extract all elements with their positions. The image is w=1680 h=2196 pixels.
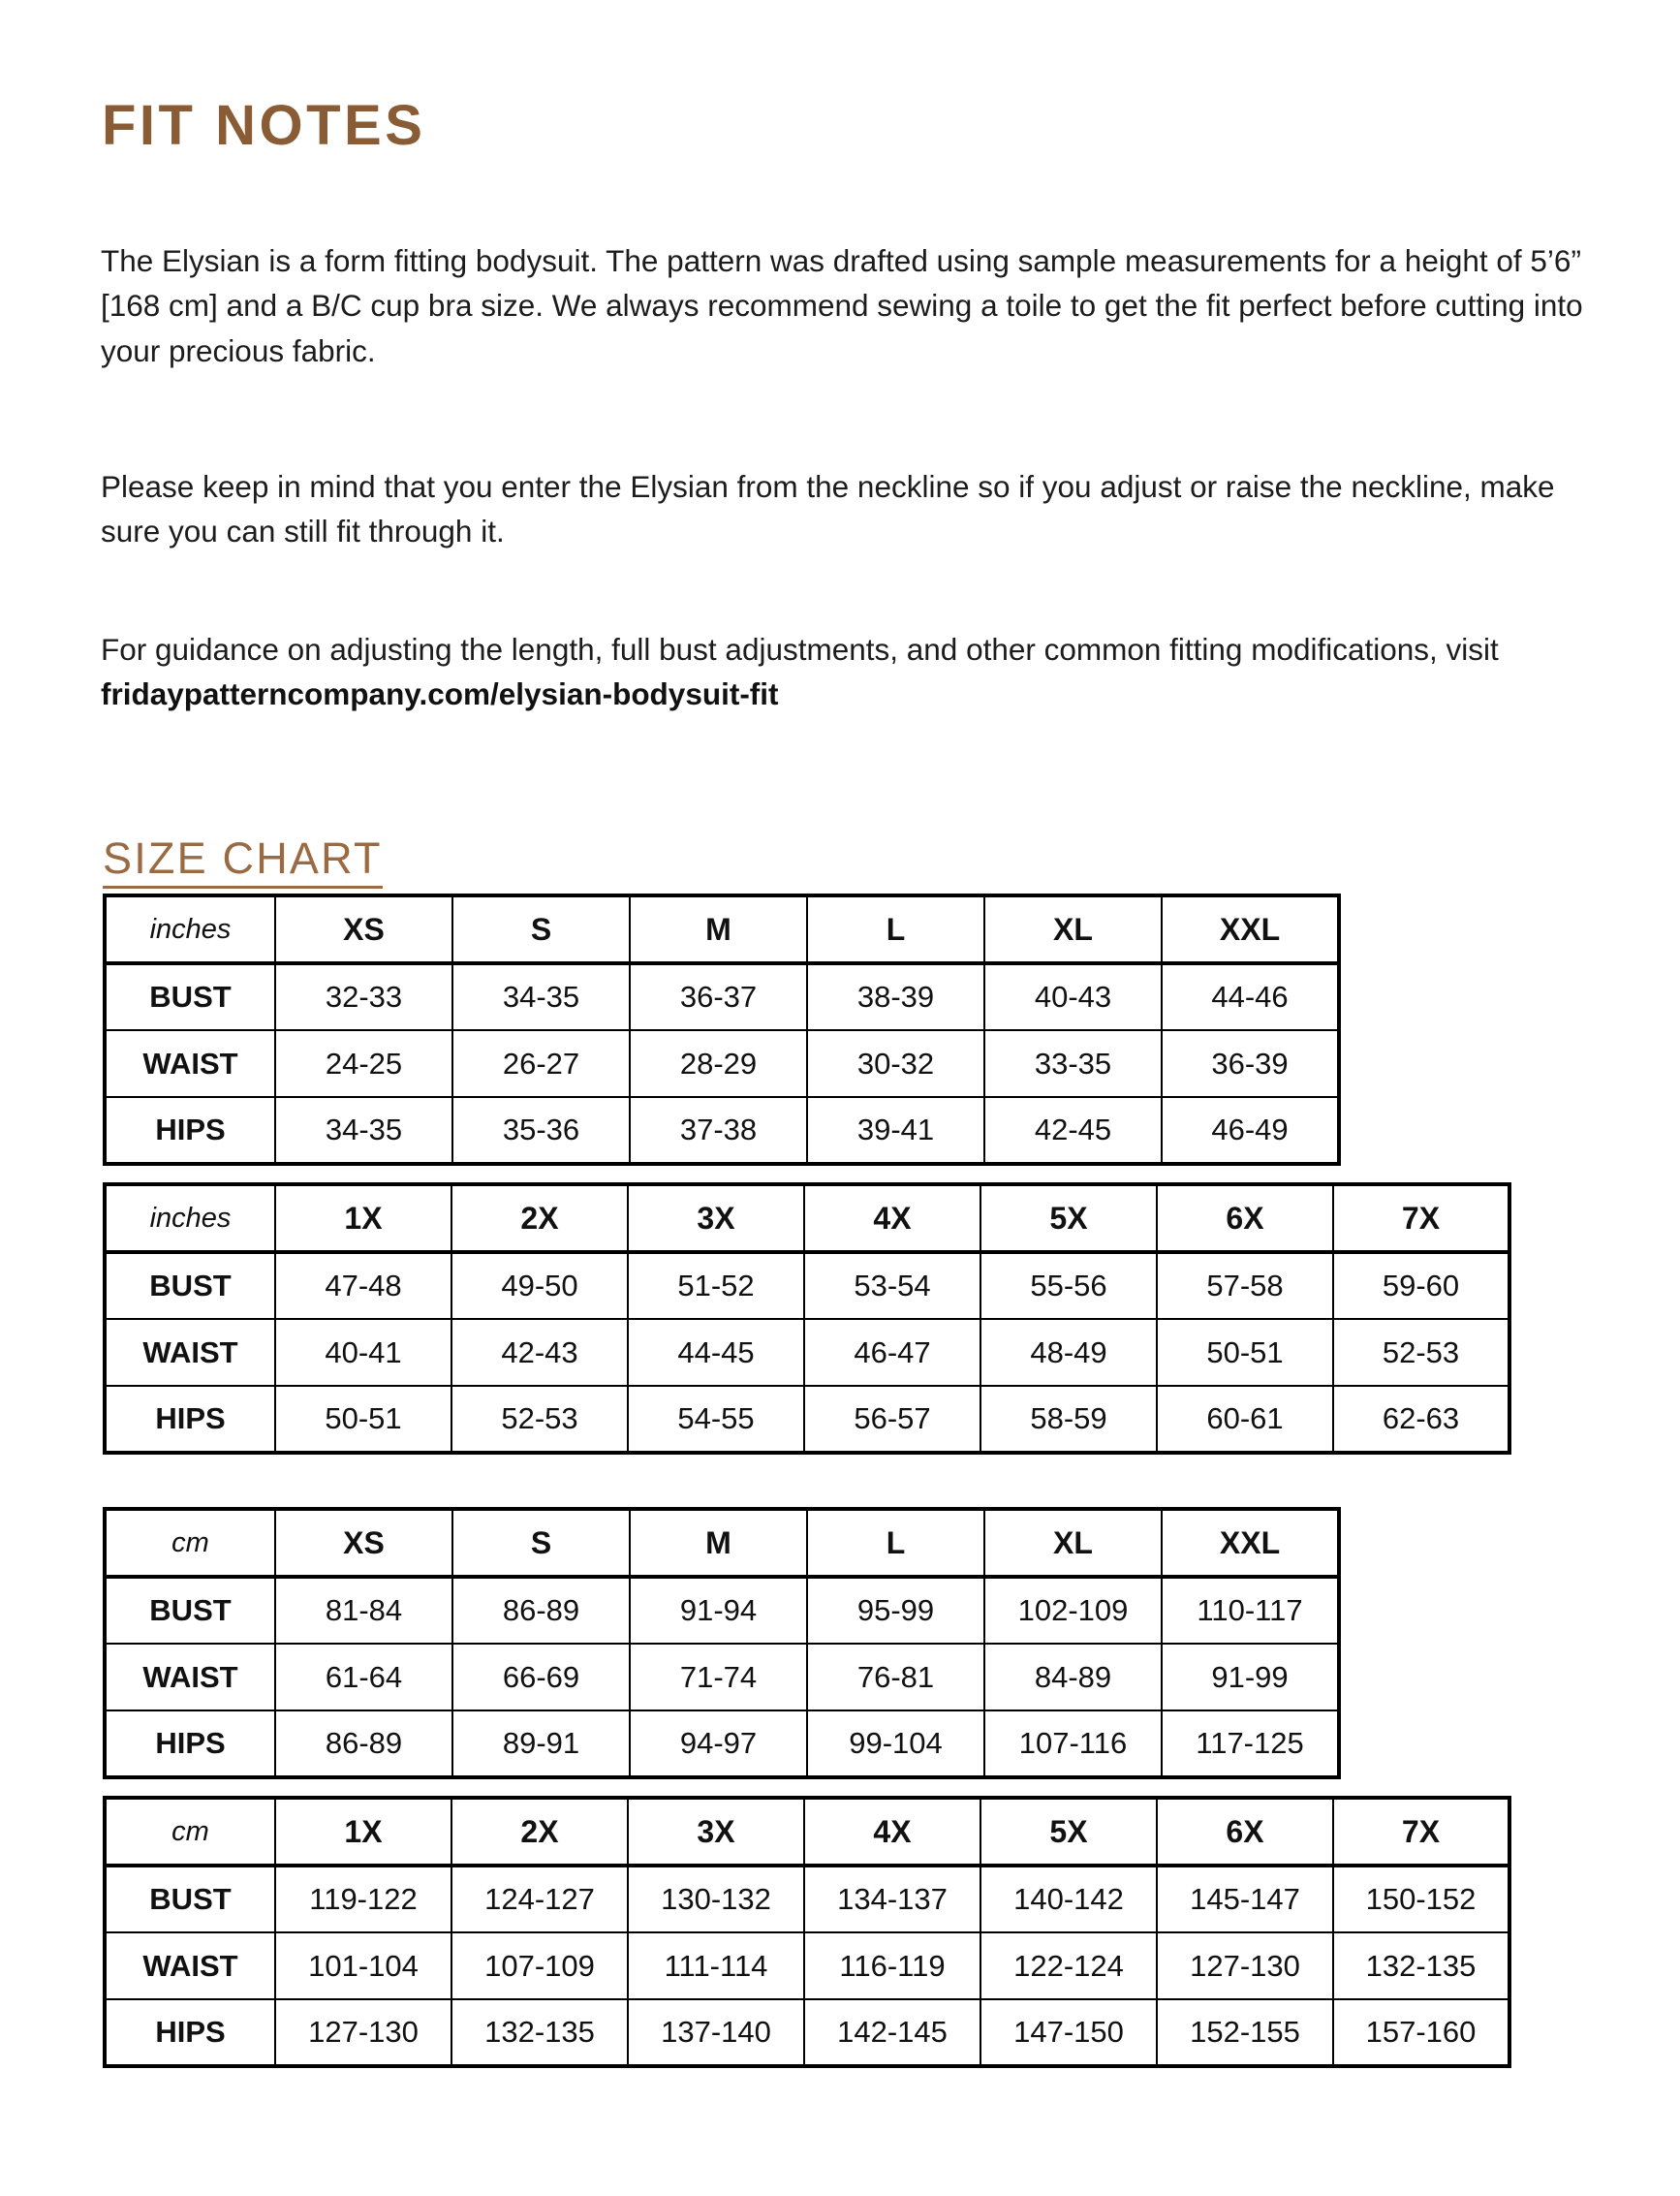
measurement-label: WAIST: [105, 1644, 275, 1710]
size-table-inches-plus: [103, 1182, 1511, 1455]
size-column-header: XXL: [1162, 1509, 1339, 1577]
measurement-value: 60-61: [1157, 1386, 1333, 1453]
measurement-value: 137-140: [628, 1999, 804, 2066]
size-column-header: M: [630, 1509, 807, 1577]
measurement-label: BUST: [105, 1577, 275, 1644]
size-column-header: 5X: [980, 1798, 1157, 1866]
measurement-value: 55-56: [980, 1252, 1157, 1319]
size-column-header: XXL: [1162, 895, 1339, 963]
measurement-value: 35-36: [452, 1097, 630, 1164]
measurement-value: 107-109: [451, 1932, 628, 1999]
measurement-value: 111-114: [628, 1932, 804, 1999]
size-column-header: XS: [275, 1509, 452, 1577]
size-table-cm-plus: [103, 1796, 1511, 2068]
measurement-value: 56-57: [804, 1386, 980, 1453]
measurement-value: 99-104: [807, 1710, 984, 1777]
measurement-label: BUST: [105, 1252, 275, 1319]
measurement-value: 50-51: [275, 1386, 451, 1453]
size-column-header: 6X: [1157, 1798, 1333, 1866]
measurement-value: 42-43: [451, 1319, 628, 1386]
measurement-value: 102-109: [984, 1577, 1162, 1644]
unit-label: inches: [105, 1184, 275, 1252]
measurement-value: 132-135: [1333, 1932, 1509, 1999]
size-column-header: 3X: [628, 1798, 804, 1866]
measurement-value: 122-124: [980, 1932, 1157, 1999]
measurement-value: 145-147: [1157, 1866, 1333, 1932]
measurement-value: 24-25: [275, 1030, 452, 1097]
size-column-header: 5X: [980, 1184, 1157, 1252]
size-column-header: 6X: [1157, 1184, 1333, 1252]
size-table-inches-core: [103, 894, 1341, 1166]
measurement-value: 50-51: [1157, 1319, 1333, 1386]
table-row: [105, 1097, 1339, 1164]
measurement-value: 140-142: [980, 1866, 1157, 1932]
size-column-header: 3X: [628, 1184, 804, 1252]
table-row: [105, 1999, 1509, 2066]
pattern-company-url[interactable]: fridaypatterncompany.com/elysian-bodysuit-fit: [101, 676, 779, 712]
measurement-value: 33-35: [984, 1030, 1162, 1097]
table-row: [105, 1252, 1509, 1319]
page-title: FIT NOTES: [102, 93, 426, 157]
measurement-value: 46-49: [1162, 1097, 1339, 1164]
measurement-value: 44-45: [628, 1319, 804, 1386]
table-header-row: [105, 1509, 1339, 1577]
measurement-value: 36-39: [1162, 1030, 1339, 1097]
unit-label: cm: [105, 1798, 275, 1866]
measurement-value: 116-119: [804, 1932, 980, 1999]
measurement-value: 54-55: [628, 1386, 804, 1453]
size-column-header: S: [452, 895, 630, 963]
measurement-value: 147-150: [980, 1999, 1157, 2066]
table-row: [105, 1030, 1339, 1097]
measurement-value: 51-52: [628, 1252, 804, 1319]
measurement-value: 130-132: [628, 1866, 804, 1932]
measurement-label: WAIST: [105, 1030, 275, 1097]
measurement-value: 34-35: [275, 1097, 452, 1164]
measurement-value: 89-91: [452, 1710, 630, 1777]
size-column-header: 1X: [275, 1184, 451, 1252]
measurement-value: 76-81: [807, 1644, 984, 1710]
measurement-value: 71-74: [630, 1644, 807, 1710]
measurement-value: 47-48: [275, 1252, 451, 1319]
size-column-header: 2X: [451, 1798, 628, 1866]
measurement-value: 94-97: [630, 1710, 807, 1777]
measurement-value: 40-41: [275, 1319, 451, 1386]
size-column-header: M: [630, 895, 807, 963]
table-row: [105, 963, 1339, 1030]
measurement-value: 61-64: [275, 1644, 452, 1710]
intro-paragraph-1: The Elysian is a form fitting bodysuit. The pattern was drafted using sample measurements for a height of 5’6” [168 cm] and a B/C cup bra size. We always recommend sewing a toile to get the fit perfect before cutting into your precious fabric.: [101, 242, 1583, 368]
measurement-value: 57-58: [1157, 1252, 1333, 1319]
measurement-label: HIPS: [105, 1386, 275, 1453]
measurement-value: 152-155: [1157, 1999, 1333, 2066]
measurement-value: 48-49: [980, 1319, 1157, 1386]
measurement-value: 86-89: [452, 1577, 630, 1644]
measurement-value: 42-45: [984, 1097, 1162, 1164]
measurement-value: 32-33: [275, 963, 452, 1030]
size-column-header: XL: [984, 895, 1162, 963]
measurement-value: 110-117: [1162, 1577, 1339, 1644]
measurement-value: 34-35: [452, 963, 630, 1030]
table-row: [105, 1932, 1509, 1999]
measurement-value: 28-29: [630, 1030, 807, 1097]
measurement-label: WAIST: [105, 1932, 275, 1999]
measurement-value: 134-137: [804, 1866, 980, 1932]
table-row: [105, 1386, 1509, 1453]
measurement-label: HIPS: [105, 1097, 275, 1164]
measurement-value: 38-39: [807, 963, 984, 1030]
table-header-row: [105, 895, 1339, 963]
measurement-value: 44-46: [1162, 963, 1339, 1030]
measurement-value: 62-63: [1333, 1386, 1509, 1453]
size-column-header: 7X: [1333, 1798, 1509, 1866]
size-column-header: 4X: [804, 1798, 980, 1866]
measurement-value: 117-125: [1162, 1710, 1339, 1777]
measurement-label: BUST: [105, 963, 275, 1030]
measurement-value: 84-89: [984, 1644, 1162, 1710]
measurement-value: 46-47: [804, 1319, 980, 1386]
measurement-value: 86-89: [275, 1710, 452, 1777]
measurement-value: 52-53: [1333, 1319, 1509, 1386]
size-column-header: L: [807, 895, 984, 963]
measurement-value: 36-37: [630, 963, 807, 1030]
measurement-value: 150-152: [1333, 1866, 1509, 1932]
measurement-value: 95-99: [807, 1577, 984, 1644]
measurement-value: 52-53: [451, 1386, 628, 1453]
measurement-value: 49-50: [451, 1252, 628, 1319]
intro-paragraph-3-lead: For guidance on adjusting the length, full bust adjustments, and other common fitting modifications, visit: [101, 631, 1499, 667]
size-column-header: L: [807, 1509, 984, 1577]
size-column-header: 4X: [804, 1184, 980, 1252]
measurement-value: 26-27: [452, 1030, 630, 1097]
table-header-row: [105, 1184, 1509, 1252]
measurement-value: 53-54: [804, 1252, 980, 1319]
intro-paragraph-3: [101, 627, 1583, 717]
table-header-row: [105, 1798, 1509, 1866]
measurement-value: 124-127: [451, 1866, 628, 1932]
measurement-value: 101-104: [275, 1932, 451, 1999]
intro-paragraph-2: Please keep in mind that you enter the Elysian from the neckline so if you adjust or raise the neckline, make sure you can still fit through it.: [101, 468, 1555, 549]
measurement-value: 30-32: [807, 1030, 984, 1097]
measurement-value: 39-41: [807, 1097, 984, 1164]
measurement-value: 91-99: [1162, 1644, 1339, 1710]
measurement-value: 91-94: [630, 1577, 807, 1644]
size-column-header: 2X: [451, 1184, 628, 1252]
measurement-value: 37-38: [630, 1097, 807, 1164]
table-row: [105, 1866, 1509, 1932]
size-column-header: 7X: [1333, 1184, 1509, 1252]
measurement-value: 66-69: [452, 1644, 630, 1710]
measurement-value: 81-84: [275, 1577, 452, 1644]
table-row: [105, 1319, 1509, 1386]
measurement-value: 142-145: [804, 1999, 980, 2066]
measurement-value: 127-130: [1157, 1932, 1333, 1999]
size-column-header: XS: [275, 895, 452, 963]
unit-label: inches: [105, 895, 275, 963]
measurement-value: 59-60: [1333, 1252, 1509, 1319]
measurement-label: WAIST: [105, 1319, 275, 1386]
measurement-value: 58-59: [980, 1386, 1157, 1453]
measurement-label: HIPS: [105, 1999, 275, 2066]
measurement-value: 132-135: [451, 1999, 628, 2066]
measurement-value: 157-160: [1333, 1999, 1509, 2066]
measurement-value: 107-116: [984, 1710, 1162, 1777]
size-column-header: 1X: [275, 1798, 451, 1866]
table-row: [105, 1577, 1339, 1644]
size-column-header: S: [452, 1509, 630, 1577]
size-chart-heading: SIZE CHART: [103, 836, 383, 889]
table-row: [105, 1644, 1339, 1710]
size-table-cm-core: [103, 1507, 1341, 1779]
size-column-header: XL: [984, 1509, 1162, 1577]
measurement-label: BUST: [105, 1866, 275, 1932]
measurement-value: 119-122: [275, 1866, 451, 1932]
measurement-value: 127-130: [275, 1999, 451, 2066]
measurement-value: 40-43: [984, 963, 1162, 1030]
unit-label: cm: [105, 1509, 275, 1577]
measurement-label: HIPS: [105, 1710, 275, 1777]
table-row: [105, 1710, 1339, 1777]
